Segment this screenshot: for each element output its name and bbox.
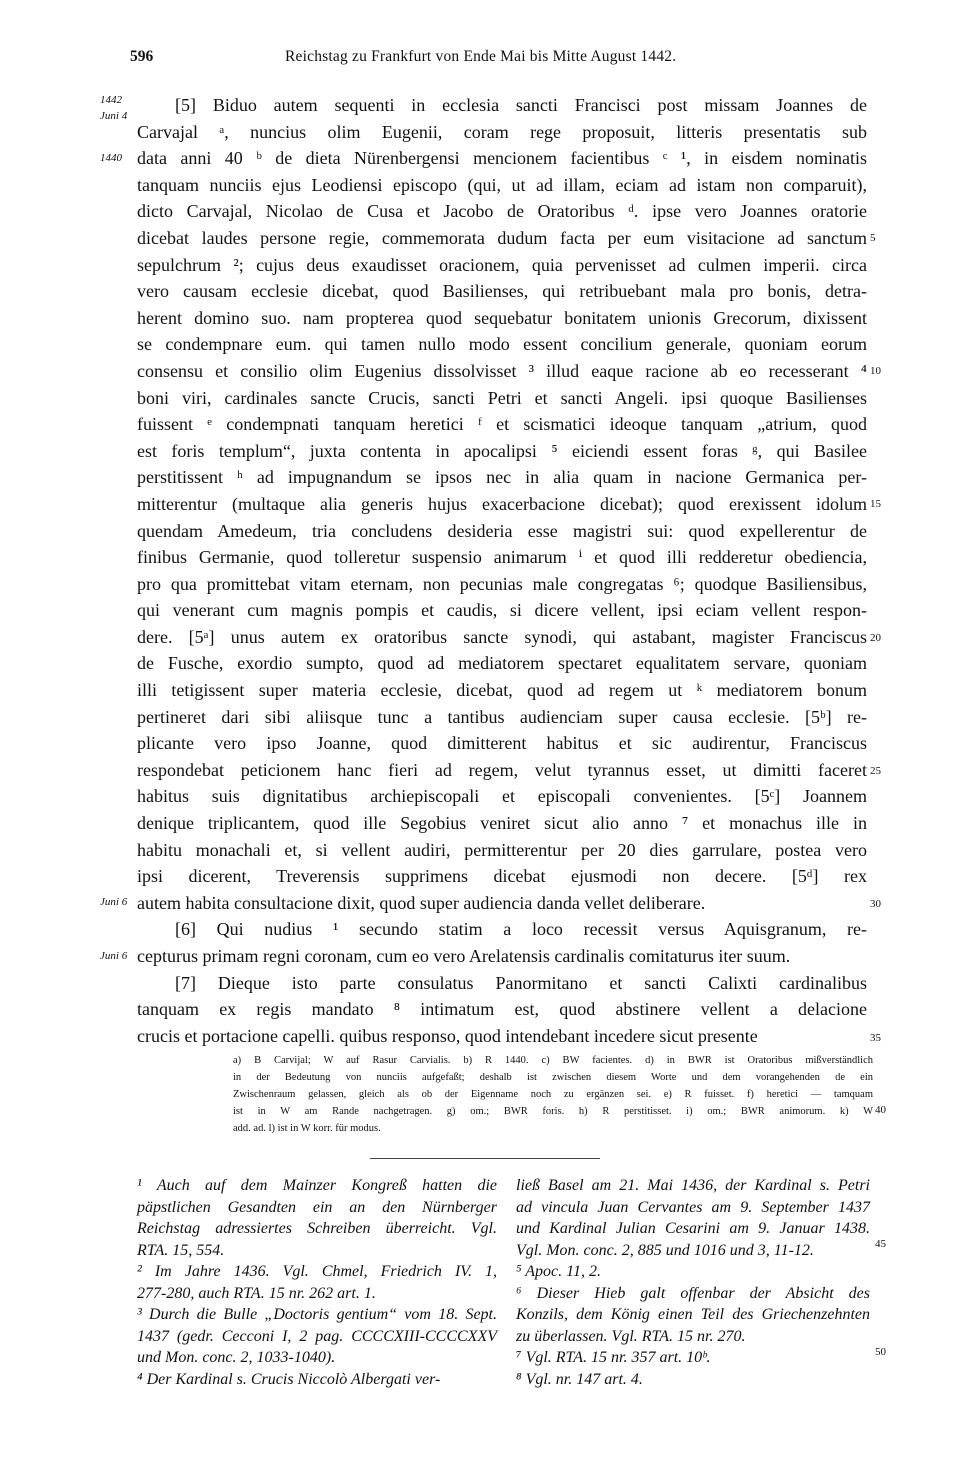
apparatus-line: a) B Carvijal; W auf Rasur Carvialis. b) R 1440. c) BW facientes. d) in BWR ist Oratoribus mißverständlich bbox=[233, 1055, 873, 1066]
footnote-line: 1437 (gedr. Cecconi I, 2 pag. CCCCXIII-CCCCXXV bbox=[137, 1327, 497, 1345]
text-line: respondebat peticionem hanc fieri ad regem, velut tyrannus esset, ut dimitti faceret bbox=[137, 759, 867, 780]
line-number: 15 bbox=[870, 498, 881, 510]
running-title: Reichstag zu Frankfurt von Ende Mai bis Mitte August 1442. bbox=[285, 48, 677, 65]
text-line: fuissent ᵉ condempnati tanquam heretici ᶠ et scismatici ideoque tanquam „atrium, quod bbox=[137, 414, 867, 435]
apparatus-line: in der Bedeutung von nunciis aufgefaßt; deshalb ist zwischen diesem Worte und dem vorangehenden de ein bbox=[233, 1072, 873, 1083]
footnote-line: ⁵ Apoc. 11, 2. bbox=[516, 1263, 601, 1280]
text-line: denique triplicantem, quod ille Segobius veniret sicut alio anno ⁷ et monachus ille in bbox=[137, 813, 867, 834]
footnote-line: päpstlichen Gesandten ein an den Nürnberger bbox=[137, 1198, 497, 1216]
text-line: tanquam nunciis ejus Leodiensi episcopo (qui, ut ad illam, eciam ad istam non comparuit), bbox=[137, 174, 867, 195]
text-line: consensu et consilio olim Eugenius dissolvisset ³ illud eaque racione ab eo recesserant ⁴ bbox=[137, 360, 867, 381]
text-line: sepulchrum ²; cujus deus exaudisset oracionem, quia pervenisset ad culmen imperii. circa bbox=[137, 254, 867, 275]
text-line: pertineret dari sibi aliisque tunc a tantibus audienciam super causa ecclesie. [5ᵇ] re- bbox=[137, 706, 867, 727]
footnote-line: ⁷ Vgl. RTA. 15 nr. 357 art. 10ᵇ. bbox=[516, 1349, 711, 1366]
line-number: 5 bbox=[870, 232, 876, 244]
footnote-line: und Kardinal Julian Cesarini am 9. Januar 1438. bbox=[516, 1220, 870, 1237]
text-line: illi tetigissent super materia ecclesie, dicebat, quod ad regem ut ᵏ mediatorem bonum bbox=[137, 680, 867, 701]
text-line: plicante vero ipso Joanne, quod dimitterent habitus et sic audirentur, Franciscus bbox=[137, 733, 867, 754]
footnote-line: Vgl. Mon. conc. 2, 885 und 1016 und 3, 11-12. bbox=[516, 1241, 814, 1259]
text-line: crucis et portacione capelli. quibus responso, quod intendebant incedere sicut presente bbox=[137, 1025, 758, 1046]
line-number: 10 bbox=[870, 365, 881, 377]
footnote-line: RTA. 15, 554. bbox=[137, 1241, 225, 1259]
footnote-line: ³ Durch die Bulle „Doctoris gentium“ vom 18. Sept. bbox=[137, 1306, 497, 1323]
main-text bbox=[137, 92, 867, 1049]
apparatus-line: ist in W am Rande nachgetragen. g) om.; BWR foris. h) R perstitisset. i) om.; BWR animorum. k) W bbox=[233, 1106, 873, 1117]
text-line: pro qua promittebat vitam eternam, non pecunias male congregatas ⁶; quodque Basiliensibus, bbox=[137, 573, 867, 594]
footnotes-left-column bbox=[137, 1175, 497, 1390]
text-line: Carvajal ᵃ, nuncius olim Eugenii, coram rege proposuit, litteris presentatis sub bbox=[137, 121, 867, 142]
text-line: qui venerant cum magnis pompis et caudis, si dicere vellent, ipsi eciam vellent respon- bbox=[137, 600, 867, 621]
text-line: boni viri, cardinales sancte Crucis, sancti Petri et sancti Angeli. ipsi quoque Basilienses bbox=[137, 387, 867, 408]
apparatus-line: add. ad. l) ist in W korr. für modus. bbox=[233, 1123, 381, 1134]
margin-date: Juni 6 bbox=[100, 896, 128, 908]
footnote-divider bbox=[370, 1158, 600, 1159]
apparatus-line: Zwischenraum gelassen, gleich als ob der Eigenname noch zu ergänzen sei. e) R fuisset. f) heretici — tamquam bbox=[233, 1089, 873, 1100]
text-line: mitterentur (multaque alia generis hujus exacerbacione dicebat); quod erexissent idolum bbox=[137, 493, 867, 514]
footnote-line: und Mon. conc. 2, 1033-1040). bbox=[137, 1349, 336, 1366]
textual-apparatus bbox=[233, 1052, 873, 1137]
line-number: 30 bbox=[870, 898, 881, 910]
footnote-line: ⁸ Vgl. nr. 147 art. 4. bbox=[516, 1370, 643, 1388]
footnote-line: ⁶ Dieser Hieb galt offenbar der Absicht des bbox=[516, 1284, 870, 1302]
apparatus-line-number: 40 bbox=[875, 1104, 886, 1116]
footnote-line: zu überlassen. Vgl. RTA. 15 nr. 270. bbox=[516, 1327, 746, 1345]
footnote-line: ⁴ Der Kardinal s. Crucis Niccolò Albergati ver- bbox=[137, 1370, 441, 1388]
footnotes-right-column bbox=[516, 1175, 870, 1390]
text-line: dere. [5ᵃ] unus autem ex oratoribus sancte synodi, qui astabant, magister Franciscus bbox=[137, 626, 867, 647]
text-line: est foris templum“, juxta contenta in apocalipsi ⁵ eiciendi essent foras ᵍ, qui Basilee bbox=[137, 440, 867, 461]
footnote-line: Reichstag adressiertes Schreiben überreicht. Vgl. bbox=[137, 1220, 497, 1237]
text-line: dicebat laudes persone regie, commemorata dudum facta per eum visitacione ad sanctum bbox=[137, 227, 867, 248]
text-line: quendam Amedeum, tria concludens desideria esse magistri sui: quod expellerentur de bbox=[137, 520, 867, 541]
margin-date: Juni 6 bbox=[100, 950, 128, 962]
text-line: finibus Germanie, quod tolleretur suspensio animarum ⁱ et quod illi redderetur obediencia, bbox=[137, 547, 867, 568]
text-line: tanquam ex regis mandato ⁸ intimatum est, quod abstinere vellent a delacione bbox=[137, 999, 867, 1020]
text-line: de Fusche, exordio sumpto, quod ad mediatorem spectaret equalitatem servare, quoniam bbox=[137, 653, 867, 674]
text-line: cepturus primam regni coronam, cum eo vero Arelatensis cardinalis comitaturus iter suum. bbox=[137, 946, 791, 966]
text-line: perstitissent ʰ ad impugnandum se ipsos nec in alia quam in nacione Germanica per- bbox=[137, 467, 867, 488]
footnote-line: 277-280, auch RTA. 15 nr. 262 art. 1. bbox=[137, 1284, 376, 1302]
margin-date: 1442 bbox=[100, 94, 122, 106]
text-line: vero causam ecclesie dicebat, quod Basilienses, qui retribuebant mala pro bonis, detra- bbox=[137, 281, 867, 302]
footnote-line: ² Im Jahre 1436. Vgl. Chmel, Friedrich IV. 1, bbox=[137, 1263, 497, 1280]
line-number: 35 bbox=[870, 1032, 881, 1044]
text-line: herent domino suo. nam propterea quod sequebatur bonitatem unionis Grecorum, dixissent bbox=[137, 307, 867, 328]
text-line: autem habita consultacione dixit, quod super audiencia danda vellet deliberare. bbox=[137, 892, 706, 913]
text-line: [7] Dieque isto parte consulatus Panormitano et sancti Calixti cardinalibus bbox=[175, 972, 867, 993]
text-line: ipsi dicerent, Treverensis supprimens dicebat ejusmodi non decere. [5ᵈ] rex bbox=[137, 866, 867, 887]
text-line: habitus suis dignitatibus archiepiscopali et episcopali convenientes. [5ᶜ] Joannem bbox=[137, 786, 867, 807]
text-line: habitu monachali et, si vellent audiri, permitterentur per 20 dies garrulare, postea vero bbox=[137, 839, 867, 860]
footnote-line: ad vincula Juan Cervantes am 9. September 1437 bbox=[516, 1198, 870, 1216]
line-number: 45 bbox=[875, 1238, 886, 1250]
line-number: 50 bbox=[875, 1346, 886, 1358]
page-number: 596 bbox=[130, 48, 154, 65]
line-number: 25 bbox=[870, 765, 881, 777]
margin-date: 1440 bbox=[100, 152, 122, 164]
line-number: 20 bbox=[870, 632, 881, 644]
footnote-line: ließ Basel am 21. Mai 1436, der Kardinal s. Petri bbox=[516, 1177, 870, 1194]
text-line: data anni 40 ᵇ de dieta Nürenbergensi mencionem facientibus ᶜ ¹, in eisdem nominatis bbox=[137, 148, 867, 169]
margin-date: Juni 4 bbox=[100, 110, 128, 122]
footnote-line: Konzils, dem König einen Teil des Griechenzehnten bbox=[516, 1306, 870, 1323]
text-line: se condempnare eum. qui tamen nullo modo essent concilium generale, quoniam eorum bbox=[137, 334, 867, 355]
text-line: [5] Biduo autem sequenti in ecclesia sancti Francisci post missam Joannes de bbox=[175, 95, 867, 115]
footnote-line: ¹ Auch auf dem Mainzer Kongreß hatten die bbox=[137, 1177, 497, 1194]
text-line: [6] Qui nudius ¹ secundo statim a loco recessit versus Aquisgranum, re- bbox=[175, 919, 867, 940]
text-line: dicto Carvajal, Nicolao de Cusa et Jacobo de Oratoribus ᵈ. ipse vero Joannes oratorie bbox=[137, 201, 867, 222]
